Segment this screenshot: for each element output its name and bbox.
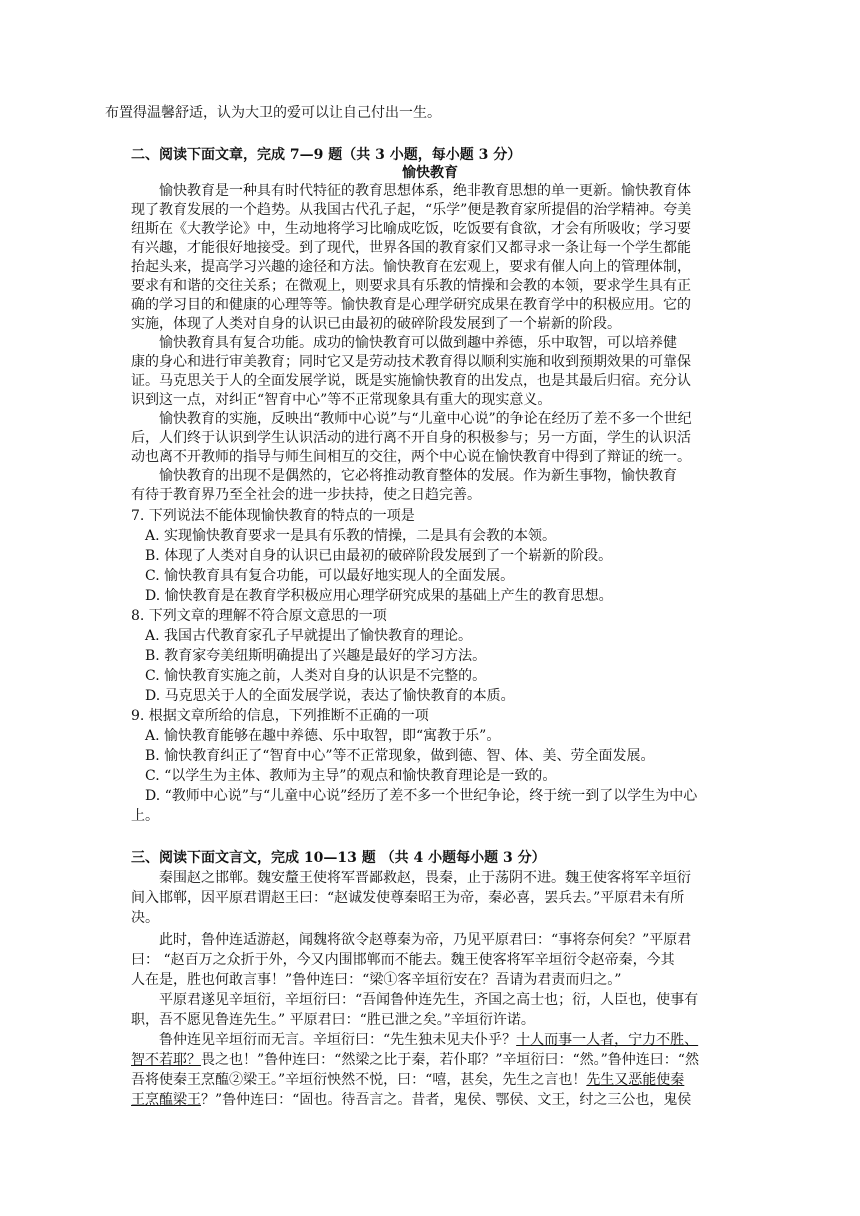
option-d-continued: 上。 [131, 808, 159, 824]
classical-text-line: 职，吾不愿见鲁连先生。” 平原君曰：“胜已泄之矣。”辛垣衍许诺。 [131, 1012, 535, 1028]
plain-text: ？”鲁仲连曰：“固也。待吾言之。昔者，鬼侯、鄂侯、文王，纣之三公也，鬼侯 [201, 1092, 692, 1108]
paragraph-line: 纽斯在《大教学论》中，生动地将学习比喻成吃饭，吃饭要有食欲，才会有所吸收；学习要 [131, 221, 691, 237]
classical-text-line: 人在是，胜也何敢言事！”鲁仲连曰：“梁①客辛垣衍安在？吾请为君责而归之。” [131, 972, 622, 988]
classical-text-line: 曰： “赵百万之众折于外，今又内围邯郸而不能去。魏王使客将军辛垣衍令赵帝秦，今其 [131, 952, 675, 968]
classical-text-line [131, 1090, 691, 1110]
underlined-sentence: 智不若耶？ [131, 1052, 201, 1068]
classical-text-line: 决。 [131, 910, 159, 926]
option-d: D. 马克思关于人的全面发展学说，表达了愉快教育的本质。 [145, 688, 515, 704]
paragraph-line: 要求有和谐的交往关系；在微观上，则要求具有乐教的情操和会教的本领，要求学生具有正 [131, 278, 691, 294]
option-c: C. 愉快教育具有复合功能，可以最好地实现人的全面发展。 [145, 568, 515, 584]
option-a: A. 我国古代教育家孔子早就提出了愉快教育的理论。 [145, 628, 473, 644]
paragraph-line: 抬起头来，提高学习兴趣的途径和方法。愉快教育在宏观上，要求有催人向上的管理体制， [131, 259, 691, 275]
paragraph-line: 证。马克思关于人的全面发展学说，既是实施愉快教育的出发点，也是其最后归宿。充分认 [131, 373, 691, 389]
option-d: D. 愉快教育是在教育学积极应用心理学研究成果的基础上产生的教育思想。 [145, 588, 613, 604]
classical-text-line: 此时，鲁仲连适游赵，闻魏将欲令赵尊秦为帝，乃见平原君曰：“事将奈何矣？”平原君 [159, 932, 692, 948]
underlined-sentence: 王烹醢梁王 [131, 1092, 201, 1108]
classical-text-line [159, 1030, 698, 1050]
option-d: D. “教师中心说”与“儿童中心说”经历了差不多一个世纪争论，终于统一到了以学生为中心 [145, 788, 698, 804]
option-b: B. 教育家夸美纽斯明确提出了兴趣是最好的学习方法。 [145, 648, 487, 664]
section-heading: 三、阅读下面文言文，完成 10—13 题 （共 4 小题每小题 3 分） [131, 850, 546, 866]
option-a: A. 愉快教育能够在趣中养德、乐中取智，即“寓教于乐”。 [145, 728, 501, 744]
option-c: C. “以学生为主体、教师为主导”的观点和愉快教育理论是一致的。 [145, 768, 557, 784]
text-line: 布置得温馨舒适，认为大卫的爱可以让自己付出一生。 [105, 105, 441, 121]
option-b: B. 体现了人类对自身的认识已由最初的破碎阶段发展到了一个崭新的阶段。 [145, 548, 613, 564]
paragraph-line: 现了教育发展的一个趋势。从我国古代孔子起，“乐学”便是教育家所提倡的治学精神。夸美 [131, 202, 692, 218]
question-8: 8. 下列文章的理解不符合原文意思的一项 [131, 608, 387, 624]
option-c: C. 愉快教育实施之前，人类对自身的认识是不完整的。 [145, 668, 487, 684]
question-9: 9. 根据文章所给的信息，下列推断不正确的一项 [131, 708, 429, 724]
paragraph-line: 动也离不开教师的指导与师生间相互的交往，两个中心说在愉快教育中得到了辩证的统一。 [131, 449, 691, 465]
paragraph-line: 有兴趣，才能很好地接受。到了现代，世界各国的教育家们又都寻求一条让每一个学生都能 [131, 240, 691, 256]
plain-text: 吾将使秦王烹醢②梁王。”辛垣衍怏然不悦，曰：“嘻，甚矣，先生之言也！ [131, 1072, 587, 1088]
plain-text: 畏之也！”鲁仲连曰：“然梁之比于秦，若仆耶？”辛垣衍曰：“然。”鲁仲连曰：“然 [201, 1052, 699, 1068]
classical-text-line [131, 1050, 699, 1070]
underlined-sentence: 十人而事一人者，宁力不胜、 [516, 1032, 699, 1048]
underlined-sentence: 先生又恶能使秦 [586, 1072, 685, 1088]
classical-text-line [131, 1070, 684, 1090]
paragraph-line: 确的学习目的和健康的心理等等。愉快教育是心理学研究成果在教育学中的积极应用。它的 [131, 297, 691, 313]
question-7: 7. 下列说法不能体现愉快教育的特点的一项是 [131, 508, 415, 524]
paragraph-line: 愉快教育是一种具有时代特征的教育思想体系，绝非教育思想的单一更新。愉快教育体 [159, 183, 691, 199]
paragraph-line: 康的身心和进行审美教育；同时它又是劳动技术教育得以顺利实施和收到预期效果的可靠保 [131, 354, 691, 370]
paragraph-line: 愉快教育具有复合功能。成功的愉快教育可以做到趣中养德，乐中取智，可以培养健 [159, 335, 677, 351]
paragraph-line: 愉快教育的出现不是偶然的，它必将推动教育整体的发展。作为新生事物，愉快教育 [159, 468, 677, 484]
paragraph-line: 有待于教育界乃至全社会的进一步扶持，使之日趋完善。 [131, 487, 481, 503]
paragraph-line: 愉快教育的实施，反映出“教师中心说”与“儿童中心说”的争论在经历了差不多一个世纪 [159, 411, 692, 427]
plain-text: 鲁仲连见辛垣衍而无言。辛垣衍曰：“先生独未见夫仆乎？ [159, 1032, 517, 1048]
classical-text-line: 间入邯郸，因平原君谓赵王曰：“赵诚发使尊秦昭王为帝，秦必喜，罢兵去。”平原君未有所 [131, 890, 685, 906]
classical-text-line: 秦围赵之邯郸。魏安釐王使将军晋鄙救赵，畏秦，止于荡阴不进。魏王使客将军辛垣衍 [159, 870, 691, 886]
paragraph-line: 实施，体现了人类对自身的认识已由最初的破碎阶段发展到了一个崭新的阶段。 [131, 316, 621, 332]
paragraph-line: 后，人们终于认识到学生认识活动的进行离不开自身的积极参与；另一方面，学生的认识活 [131, 430, 691, 446]
paragraph-line: 识到这一点，对纠正“智育中心”等不正常现象具有重大的现实意义。 [131, 392, 552, 408]
article-title: 愉快教育 [402, 165, 458, 181]
section-heading: 二、阅读下面文章，完成 7—9 题（共 3 小题，每小题 3 分） [131, 147, 522, 163]
classical-text-line: 平原君遂见辛垣衍，辛垣衍曰：“吾闻鲁仲连先生，齐国之高士也；衍，人臣也，使事有 [159, 992, 699, 1008]
option-a: A. 实现愉快教育要求一是具有乐教的情操，二是具有会教的本领。 [145, 528, 557, 544]
option-b: B. 愉快教育纠正了“智育中心”等不正常现象，做到德、智、体、美、劳全面发展。 [145, 748, 655, 764]
